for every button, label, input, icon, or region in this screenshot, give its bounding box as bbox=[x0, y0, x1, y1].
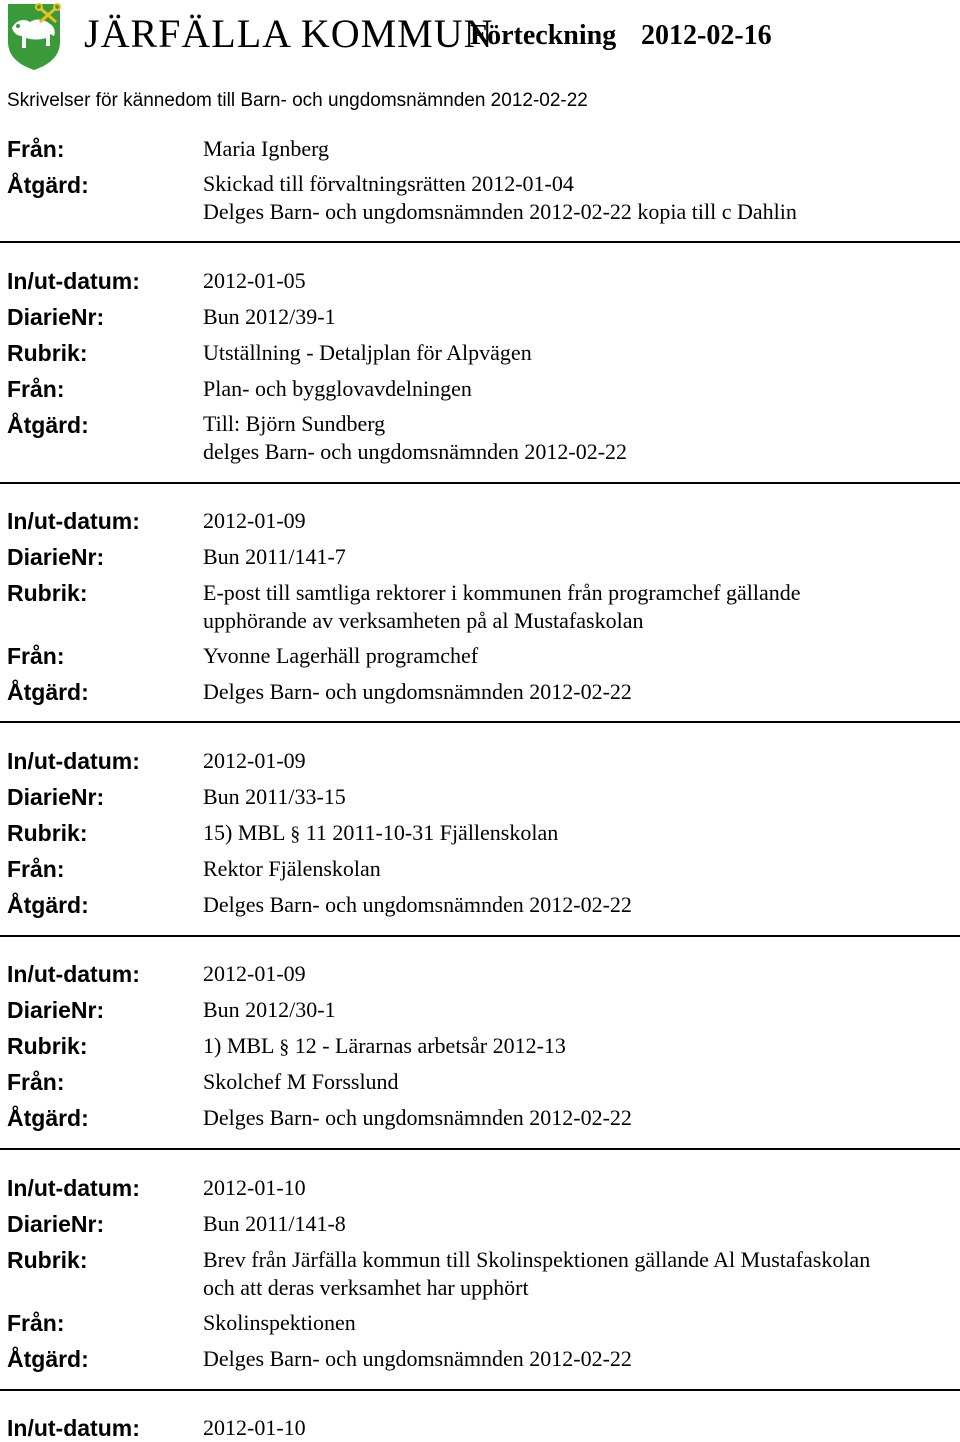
date-label: In/ut-datum: bbox=[7, 1175, 140, 1201]
atgard-value: Delges Barn- och ungdomsnämnden 2012-02-22 bbox=[203, 1346, 632, 1371]
date-label: In/ut-datum: bbox=[7, 748, 140, 774]
atgard-value: Delges Barn- och ungdomsnämnden 2012-02-22 bbox=[203, 892, 632, 917]
date-label: In/ut-datum: bbox=[7, 508, 140, 534]
organization-name: JÄRFÄLLA KOMMUN bbox=[84, 11, 494, 56]
section-symbol: § bbox=[290, 823, 301, 845]
rubrik-text: 12 - Lärarnas arbetsår 2012-13 bbox=[294, 1033, 566, 1058]
entry-divider bbox=[0, 721, 960, 723]
date-value: 2012-01-10 bbox=[203, 1175, 306, 1200]
section-symbol: § bbox=[279, 1036, 290, 1058]
atgard-label: Åtgärd: bbox=[7, 172, 89, 198]
fran-label: Från: bbox=[7, 643, 65, 669]
fran-value: Rektor Fjälenskolan bbox=[203, 856, 381, 881]
fran-value: Skolinspektionen bbox=[203, 1310, 356, 1335]
diarie-label: DiarieNr: bbox=[7, 997, 105, 1023]
fran-label: Från: bbox=[7, 1310, 65, 1336]
fran-label: Från: bbox=[7, 1069, 65, 1095]
entry-divider bbox=[0, 241, 960, 243]
date-value: 2012-01-09 bbox=[203, 961, 306, 986]
diarie-value: Bun 2011/141-7 bbox=[203, 544, 346, 569]
diarie-value: Bun 2012/30-1 bbox=[203, 997, 336, 1022]
rubrik-text: 1) MBL bbox=[203, 1033, 274, 1058]
date-value: 2012-01-10 bbox=[203, 1415, 306, 1440]
page-subtitle: Skrivelser för kännedom till Barn- och ungdomsnämnden 2012-02-22 bbox=[7, 90, 588, 111]
diarie-label: DiarieNr: bbox=[7, 784, 105, 810]
fran-label: Från: bbox=[7, 376, 65, 402]
rubrik-label: Rubrik: bbox=[7, 1033, 88, 1059]
date-value: 2012-01-09 bbox=[203, 508, 306, 533]
date-label: In/ut-datum: bbox=[7, 1415, 140, 1441]
fran-value: Yvonne Lagerhäll programchef bbox=[203, 643, 479, 668]
diarie-value: Bun 2011/141-8 bbox=[203, 1211, 346, 1236]
document-date: 2012-02-16 bbox=[641, 20, 772, 51]
date-label: In/ut-datum: bbox=[7, 961, 140, 987]
date-value: 2012-01-05 bbox=[203, 268, 306, 293]
diarie-label: DiarieNr: bbox=[7, 544, 105, 570]
rubrik-value: Utställning - Detaljplan för Alpvägen bbox=[203, 340, 532, 365]
entry-divider bbox=[0, 1148, 960, 1150]
page-header bbox=[0, 0, 960, 80]
atgard-label: Åtgärd: bbox=[7, 1105, 89, 1131]
entry-divider bbox=[0, 1389, 960, 1391]
municipal-coat-of-arms-icon bbox=[6, 2, 62, 72]
atgard-value: Delges Barn- och ungdomsnämnden 2012-02-22 bbox=[203, 679, 632, 704]
rubrik-value: Brev från Järfälla kommun till Skolinspektionen gällande Al Mustafaskolan och att deras verksamhet har upphört bbox=[203, 1247, 871, 1300]
atgard-label: Åtgärd: bbox=[7, 1346, 89, 1372]
rubrik-text: 15) MBL bbox=[203, 820, 285, 845]
atgard-label: Åtgärd: bbox=[7, 412, 89, 438]
fran-label: Från: bbox=[7, 136, 65, 162]
atgard-label: Åtgärd: bbox=[7, 892, 89, 918]
diarie-value: Bun 2011/33-15 bbox=[203, 784, 346, 809]
diarie-label: DiarieNr: bbox=[7, 1211, 105, 1237]
atgard-value: Till: Björn Sundberg delges Barn- och ungdomsnämnden 2012-02-22 bbox=[203, 411, 628, 464]
rubrik-label: Rubrik: bbox=[7, 1247, 88, 1273]
rubrik-value bbox=[203, 1032, 943, 1061]
fran-value: Maria Ignberg bbox=[203, 136, 330, 161]
atgard-value: Skickad till förvaltningsrätten 2012-01-04 Delges Barn- och ungdomsnämnden 2012-02-22 kopia till c Dahlin bbox=[203, 171, 797, 224]
rubrik-label: Rubrik: bbox=[7, 340, 88, 366]
rubrik-label: Rubrik: bbox=[7, 580, 88, 606]
atgard-label: Åtgärd: bbox=[7, 679, 89, 705]
date-label: In/ut-datum: bbox=[7, 268, 140, 294]
fran-label: Från: bbox=[7, 856, 65, 882]
entry-divider bbox=[0, 482, 960, 484]
rubrik-text: 11 2011-10-31 Fjällenskolan bbox=[305, 820, 559, 845]
diarie-value: Bun 2012/39-1 bbox=[203, 304, 336, 329]
entry-divider bbox=[0, 935, 960, 937]
fran-value: Skolchef M Forsslund bbox=[203, 1069, 399, 1094]
rubrik-value bbox=[203, 819, 943, 848]
diarie-label: DiarieNr: bbox=[7, 304, 105, 330]
document-type: Förteckning bbox=[470, 20, 617, 51]
rubrik-label: Rubrik: bbox=[7, 820, 88, 846]
date-value: 2012-01-09 bbox=[203, 748, 306, 773]
fran-value: Plan- och bygglovavdelningen bbox=[203, 376, 472, 401]
atgard-value: Delges Barn- och ungdomsnämnden 2012-02-22 bbox=[203, 1105, 632, 1130]
rubrik-value: E-post till samtliga rektorer i kommunen från programchef gällande upphörande av verksamheten på al Mustafaskolan bbox=[203, 580, 801, 633]
